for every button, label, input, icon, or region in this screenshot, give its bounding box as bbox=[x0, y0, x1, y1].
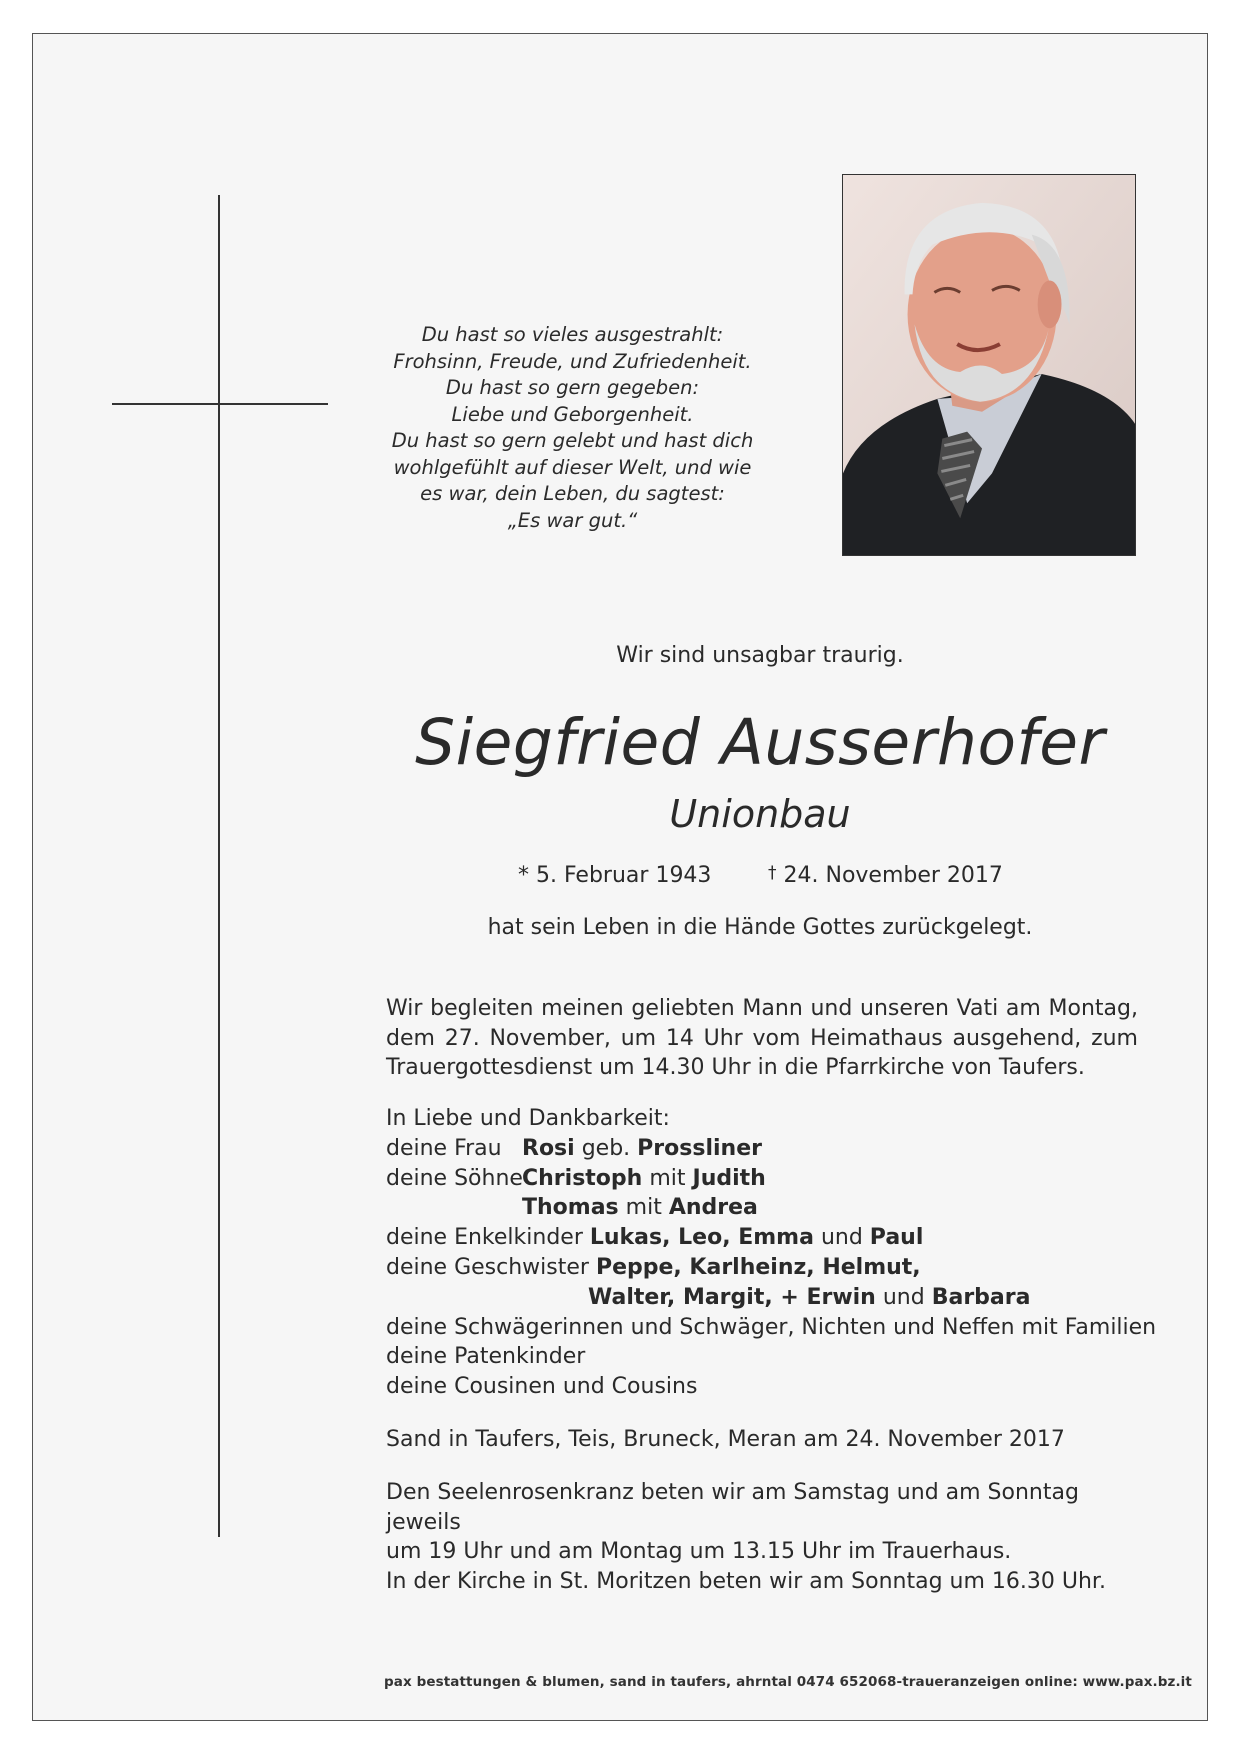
siblings-entry-2 bbox=[588, 1283, 1030, 1313]
memorial-poem bbox=[360, 322, 785, 534]
poem-line: Liebe und Geborgenheit. bbox=[451, 402, 694, 426]
company-name: Unionbau bbox=[669, 792, 851, 836]
son2-entry bbox=[522, 1193, 758, 1223]
sibling-last: Barbara bbox=[931, 1284, 1031, 1310]
poem-line: Du hast so vieles ausgestrahlt: bbox=[421, 323, 724, 346]
family-row-grandchildren bbox=[386, 1223, 1146, 1253]
dagger-icon: † bbox=[768, 863, 777, 883]
footer-imprint: pax bestattungen & blumen, sand in taufers, ahrntal 0474 652068-traueranzeigen online: www.pax.bz.it bbox=[384, 1674, 1192, 1690]
funeral-announcement: Wir begleiten meinen geliebten Mann und unseren Vati am Montag, dem 27. November, um 14 Uhr vom Heimathaus ausgehend, zum Trauergottesdienst um 14.30 Uhr in die Pfarrkirche von Taufers. bbox=[386, 996, 1138, 1080]
cross-vertical-bar bbox=[218, 195, 220, 1537]
deceased-name: Siegfried Ausserhofer bbox=[415, 706, 1105, 779]
wife-name bbox=[522, 1134, 762, 1164]
grandchildren-label: deine Enkelkinder bbox=[386, 1225, 583, 1251]
poem-line: Du hast so gern gelebt und hast dich bbox=[391, 429, 754, 452]
family-row-wife bbox=[386, 1134, 1146, 1164]
intro-line: Wir sind unsagbar traurig. bbox=[616, 643, 904, 668]
son2-name: Thomas bbox=[522, 1195, 619, 1221]
family-list bbox=[386, 1104, 1157, 1402]
family-row-inlaws: deine Schwägerinnen und Schwäger, Nichten und Neffen mit Familien bbox=[386, 1314, 1157, 1340]
poem-line: Frohsinn, Freude, und Zufriedenheit. bbox=[393, 349, 752, 373]
passing-line: hat sein Leben in die Hände Gottes zurückgelegt. bbox=[487, 915, 1033, 940]
siblings-names-2: Walter, Margit, + Erwin bbox=[588, 1284, 876, 1310]
cross-horizontal-bar bbox=[112, 403, 328, 405]
wife-first-name: Rosi bbox=[522, 1135, 575, 1161]
und-word: und bbox=[820, 1225, 863, 1251]
mit-word: mit bbox=[625, 1195, 662, 1221]
portrait-photo bbox=[842, 174, 1136, 556]
sons-label: deine Söhne bbox=[386, 1165, 523, 1191]
rosary-line: In der Kirche in St. Moritzen beten wir am Sonntag um 16.30 Uhr. bbox=[386, 1568, 1106, 1594]
death-date-value: 24. November 2017 bbox=[783, 863, 1003, 888]
son1-name: Christoph bbox=[522, 1165, 643, 1191]
siblings-label: deine Geschwister bbox=[386, 1254, 589, 1280]
portrait-photo-drawing bbox=[843, 175, 1135, 555]
birth-symbol: * bbox=[518, 863, 529, 888]
poem-line: es war, dein Leben, du sagtest: bbox=[420, 482, 725, 505]
wife-maiden-name: Prossliner bbox=[637, 1135, 762, 1161]
poem-line: wohlgefühlt auf dieser Welt, und wie bbox=[393, 455, 752, 479]
rosary-line: um 19 Uhr und am Montag um 13.15 Uhr im Trauerhaus. bbox=[386, 1539, 1012, 1564]
son2-partner: Andrea bbox=[668, 1195, 758, 1221]
mit-word: mit bbox=[649, 1165, 686, 1191]
poem-line: Du hast so gern gegeben: bbox=[445, 376, 700, 399]
son1-partner: Judith bbox=[692, 1165, 766, 1191]
birth-date-value: 5. Februar 1943 bbox=[536, 863, 712, 888]
family-row-siblings bbox=[386, 1253, 1146, 1283]
birth-date bbox=[518, 863, 711, 888]
siblings-names-1: Peppe, Karlheinz, Helmut, bbox=[595, 1254, 921, 1280]
family-row-siblings-2 bbox=[386, 1283, 1146, 1313]
family-row-godchildren: deine Patenkinder bbox=[386, 1344, 586, 1370]
rosary-line: Den Seelenrosenkranz beten wir am Samstag und am Sonntag jeweils bbox=[386, 1480, 1079, 1535]
family-heading: In Liebe und Dankbarkeit: bbox=[386, 1106, 670, 1131]
rosary-announcement bbox=[386, 1478, 1138, 1596]
family-row-sons bbox=[386, 1164, 1146, 1194]
place-date: Sand in Taufers, Teis, Bruneck, Meran am 24. November 2017 bbox=[386, 1427, 1065, 1452]
wife-geb: geb. bbox=[581, 1135, 631, 1161]
death-date bbox=[768, 863, 1003, 888]
son1-entry bbox=[522, 1164, 766, 1194]
grandchildren-names: Lukas, Leo, Emma bbox=[589, 1225, 814, 1251]
family-row-son2 bbox=[386, 1193, 1146, 1223]
family-row-cousins: deine Cousinen und Cousins bbox=[386, 1374, 698, 1400]
und-word: und bbox=[882, 1284, 925, 1310]
grandchild-last: Paul bbox=[869, 1225, 924, 1251]
poem-line: „Es war gut.“ bbox=[507, 508, 638, 532]
wife-label: deine Frau bbox=[386, 1135, 502, 1161]
